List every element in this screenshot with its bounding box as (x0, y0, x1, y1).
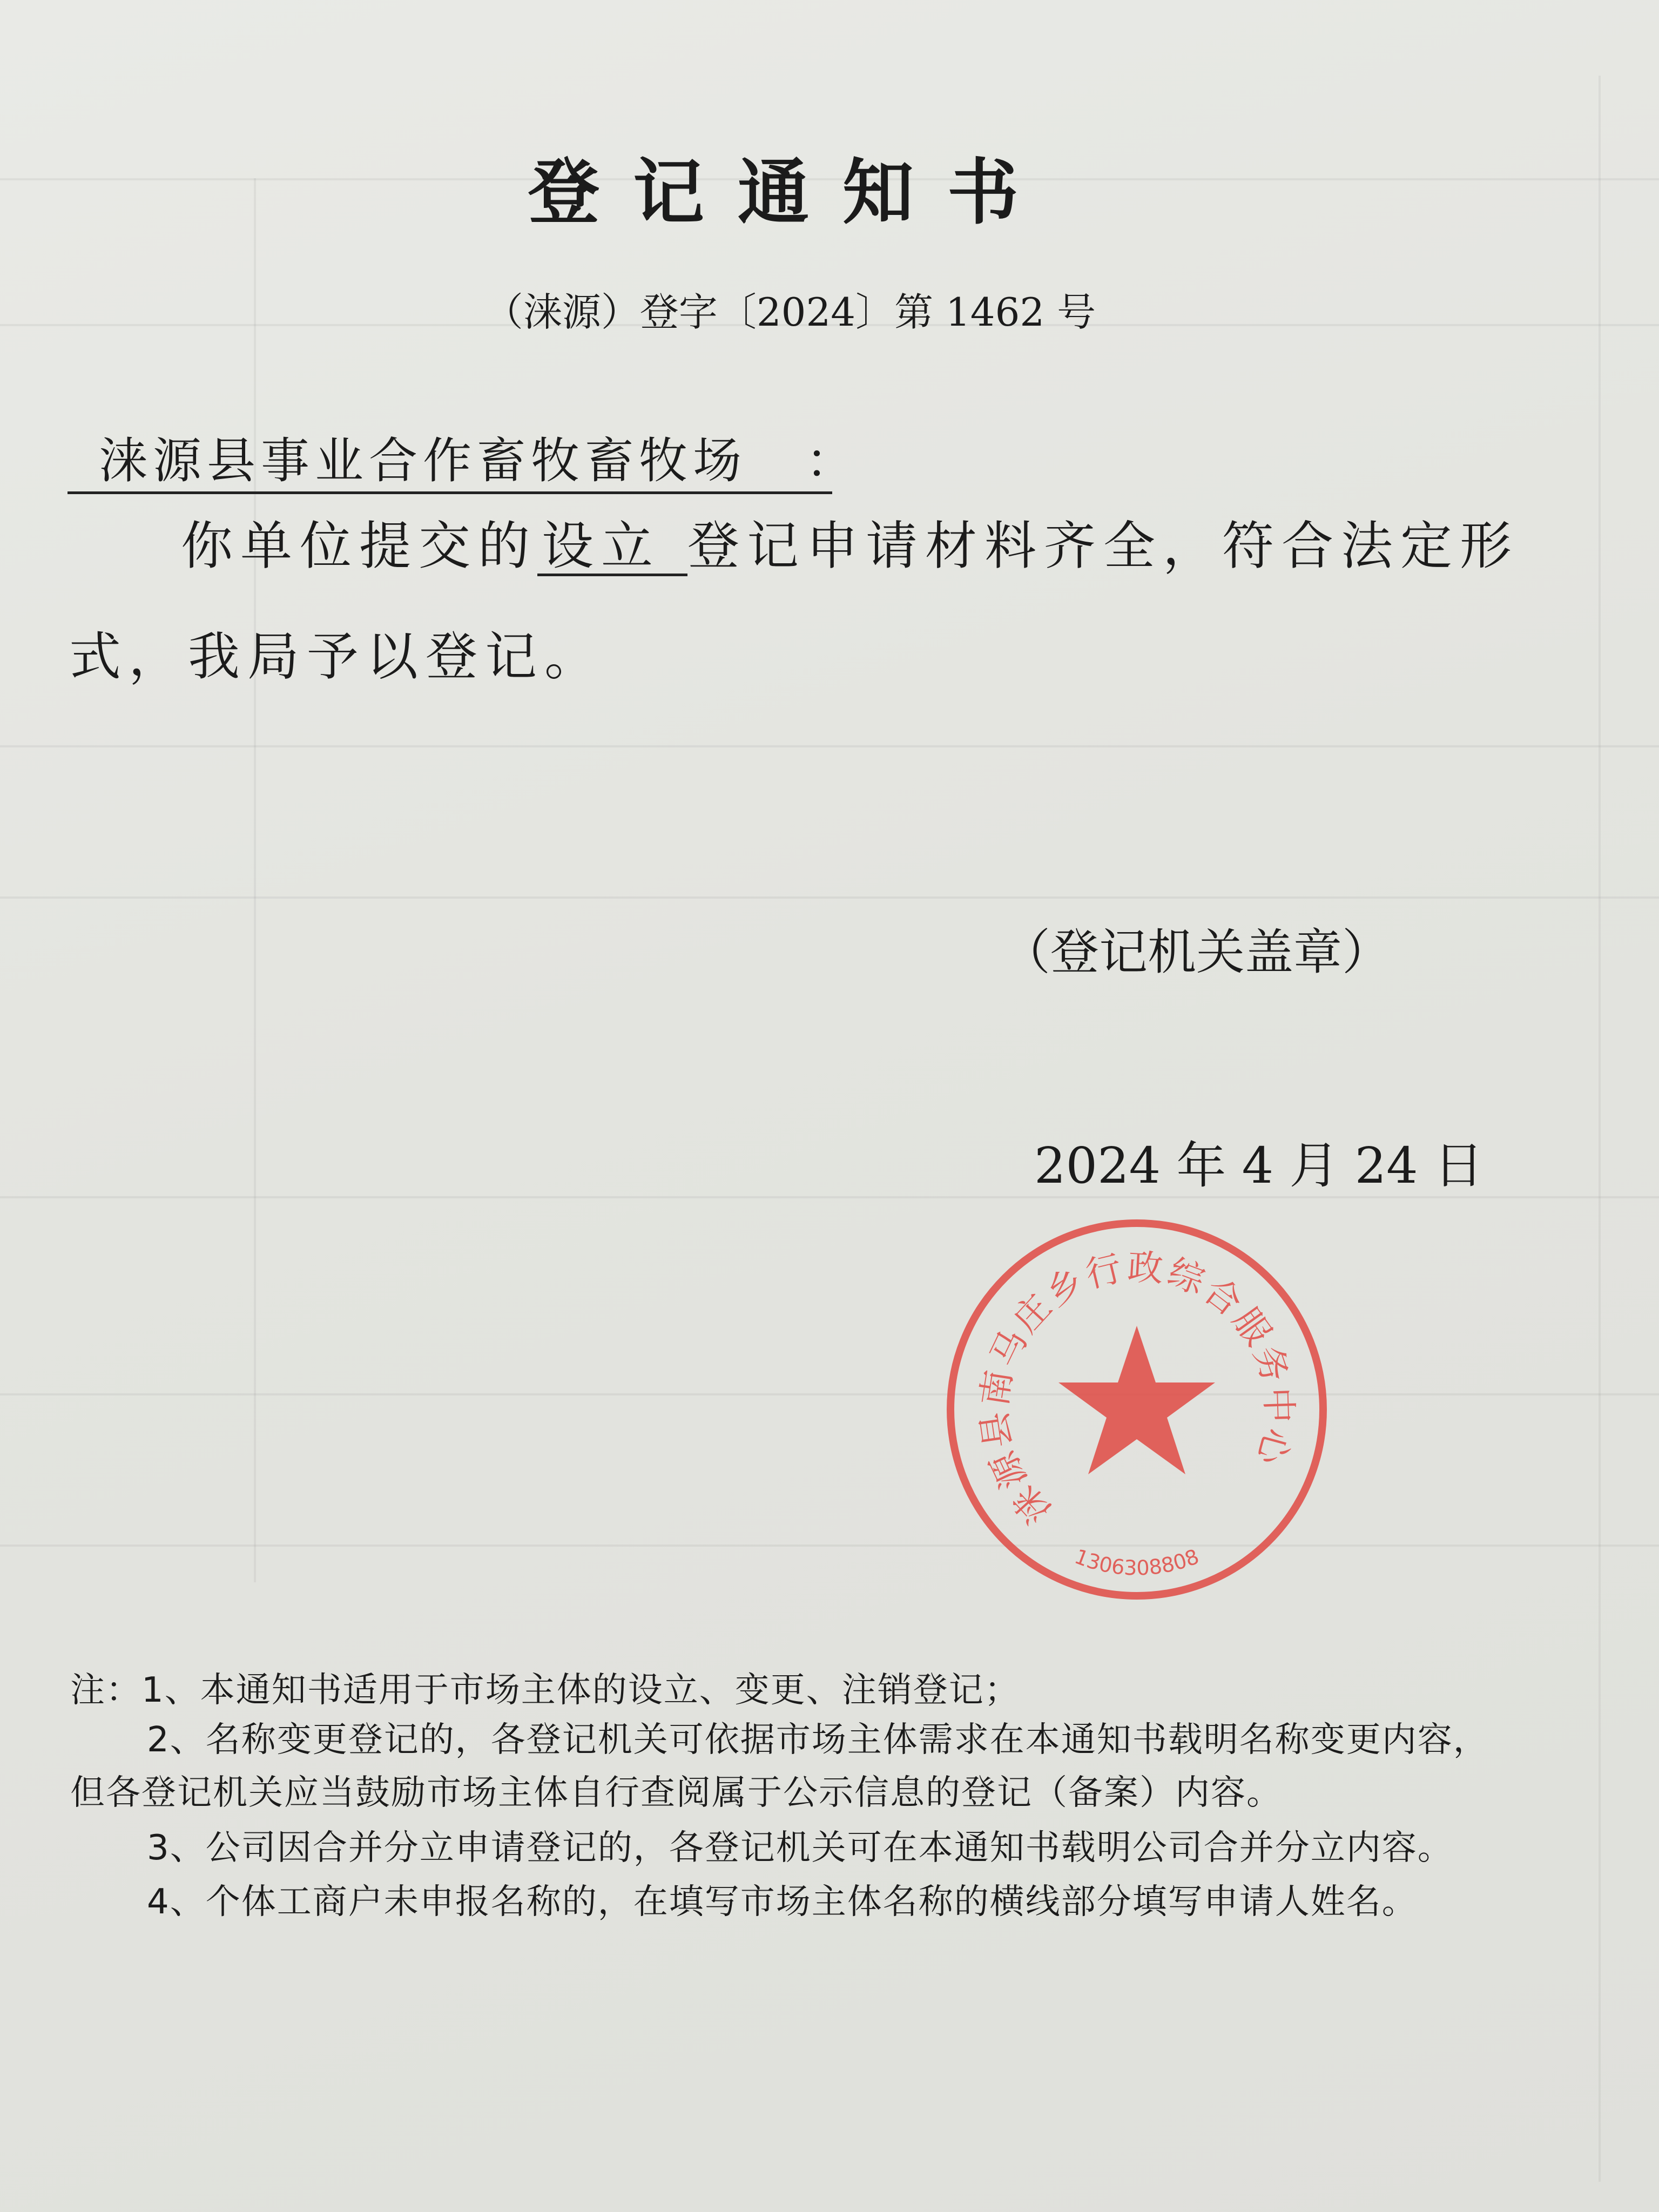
document-number: （涞源）登字〔2024〕第 1462 号 (484, 289, 1096, 335)
bleed-through-line (0, 1393, 1659, 1395)
seal-caption: （登记机关盖章） (1002, 924, 1391, 981)
bleed-through-line (0, 745, 1659, 747)
body-prefix: 你单位提交的 (181, 516, 537, 576)
addressee-name: 涞源县事业合作畜牧畜牧场 (99, 433, 747, 489)
body-paragraph-line2: 式，我局予以登记。 (69, 626, 604, 687)
bleed-through-line (1599, 76, 1601, 2182)
body-suffix: 登记申请材料齐全，符合法定形 (687, 516, 1519, 576)
note-item: 2、名称变更登记的，各登记机关可依据市场主体需求在本通知书载明名称变更内容， (147, 1720, 1489, 1760)
note-item: 注：1、本通知书适用于市场主体的设立、变更、注销登记； (70, 1670, 1020, 1710)
seal-number: 1306308808 (1071, 1544, 1203, 1580)
addressee-colon: ： (805, 433, 860, 489)
seal-star-icon (1058, 1326, 1215, 1474)
seal-text: 涞源县南马庄乡行政综合服务中心 (973, 1246, 1300, 1532)
document-title: 登记通知书 (528, 151, 1052, 234)
body-paragraph-line1 (181, 505, 1519, 579)
bleed-through-line (254, 178, 256, 1582)
issue-date: 2024 年 4 月 24 日 (1034, 1137, 1483, 1195)
bleed-through-line (0, 1545, 1659, 1547)
registration-type: 设立 (537, 519, 687, 576)
note-item: 4、个体工商户未申报名称的，在填写市场主体名称的横线部分填写申请人姓名。 (147, 1882, 1418, 1922)
bleed-through-line (0, 896, 1659, 899)
official-seal (937, 1210, 1337, 1609)
note-item: 但各登记机关应当鼓励市场主体自行查阅属于公示信息的登记（备案）内容。 (70, 1773, 1282, 1813)
addressee-line (68, 421, 860, 494)
note-item: 3、公司因合并分立申请登记的，各登记机关可在本通知书载明公司合并分立内容。 (147, 1828, 1453, 1868)
